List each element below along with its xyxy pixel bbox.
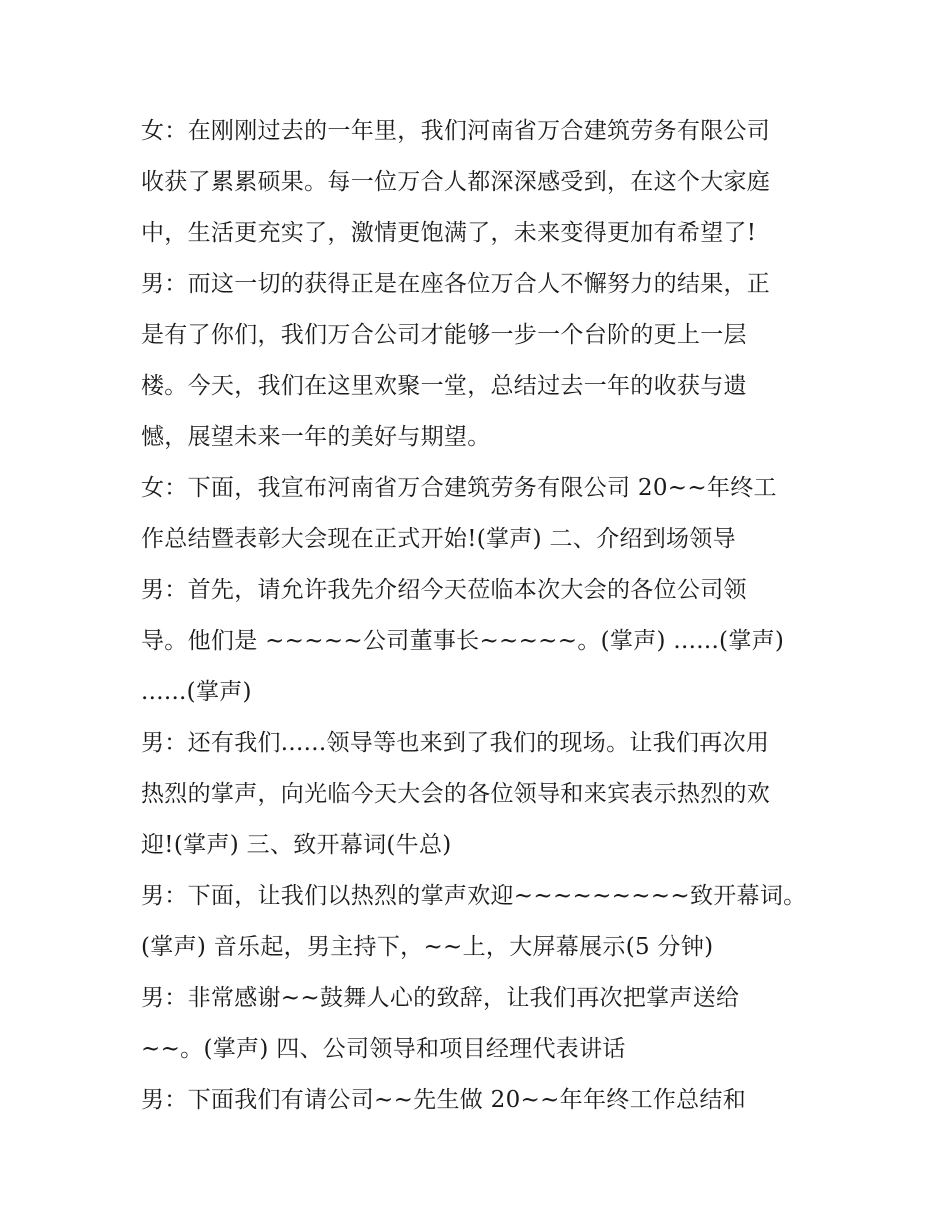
text-line: (掌声) 音乐起，男主持下，~~上，大屏幕展示(5 分钟) [141, 934, 714, 960]
text-line: 男：而这一切的获得正是在座各位万合人不懈努力的结果，正 [141, 271, 771, 297]
text-line: 作总结暨表彰大会现在正式开始!(掌声) 二、介绍到场领导 [141, 526, 736, 552]
text-line: 男：还有我们......领导等也来到了我们的现场。让我们再次用 [141, 730, 770, 756]
text-line: 中，生活更充实了，激情更饱满了，未来变得更加有希望了! [141, 220, 757, 246]
text-line: 是有了你们，我们万合公司才能够一步一个台阶的更上一层 [141, 322, 747, 348]
text-line: 热烈的掌声，向光临今天大会的各位领导和来宾表示热烈的欢 [141, 781, 771, 807]
text-line: 收获了累累硕果。每一位万合人都深深感受到，在这个大家庭 [141, 169, 771, 195]
text-line: 男：首先，请允许我先介绍今天莅临本次大会的各位公司领 [141, 577, 747, 603]
text-line: ......(掌声) [141, 679, 252, 705]
text-line: ~~。(掌声) 四、公司领导和项目经理代表讲话 [141, 1036, 626, 1062]
text-line: 憾，展望未来一年的美好与期望。 [141, 424, 491, 450]
text-line: 女：在刚刚过去的一年里，我们河南省万合建筑劳务有限公司 [141, 118, 771, 144]
text-line: 女：下面，我宣布河南省万合建筑劳务有限公司 20~~年终工 [141, 475, 777, 501]
text-line: 导。他们是 ~~~~~公司董事长~~~~~。(掌声) ......(掌声) [141, 628, 785, 654]
text-line: 迎!(掌声) 三、致开幕词(牛总) [141, 832, 452, 858]
text-line: 男：非常感谢~~鼓舞人心的致辞，让我们再次把掌声送给 [141, 985, 740, 1011]
document-body [141, 106, 821, 1126]
text-line: 男：下面我们有请公司~~先生做 20~~年年终工作总结和 [141, 1087, 747, 1113]
text-line: 男：下面，让我们以热烈的掌声欢迎~~~~~~~~~致开幕词。 [141, 883, 807, 909]
text-line: 楼。今天，我们在这里欢聚一堂，总结过去一年的收获与遗 [141, 373, 747, 399]
